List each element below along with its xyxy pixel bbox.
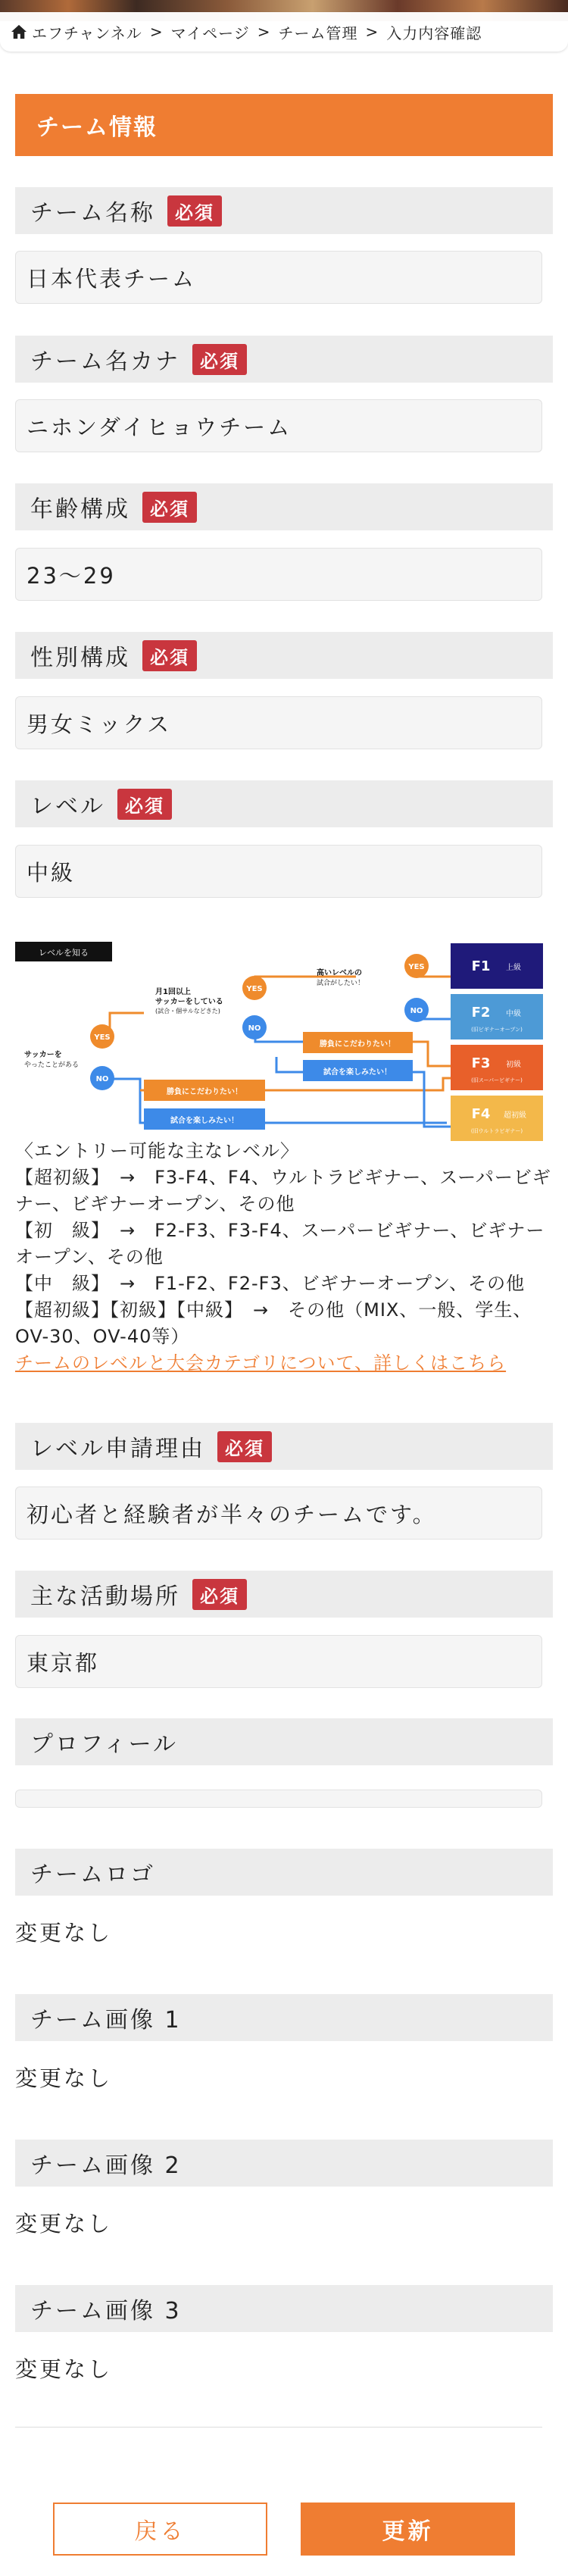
label-text: レベル [30,793,105,820]
required-badge: 必須 [167,195,222,227]
breadcrumb-separator: > [365,23,379,41]
required-badge: 必須 [117,789,172,820]
f3-box [451,1045,543,1090]
yes-label: YES [408,963,425,971]
f2-box [451,994,543,1039]
level-guide-row: 【超初級】【初級】【中級】 → その他（MIX、一般、学生、OV-30、OV-40等） [15,1299,532,1347]
field-label-gender [15,632,553,679]
breadcrumb-item-mypage[interactable]: マイページ [170,23,250,42]
f1-code: F1 [471,958,491,974]
field-label-image2 [15,2140,553,2187]
home-icon[interactable] [11,24,27,39]
f4-sub: (旧ウルトラビギナー) [470,1128,523,1134]
field-label-place [15,1571,553,1618]
chart-tag: レベルを知る [39,948,89,958]
field-label-team-kana [15,336,553,383]
enjoy-label: 試合を楽しみたい！ [323,1068,392,1077]
label-text: 性別構成 [30,645,130,671]
f3-sub: (旧スーパービギナー) [471,1077,523,1083]
f2-sub: (旧ビギナーオープン) [471,1027,523,1033]
f4-name: 超初級 [504,1111,526,1120]
level-flowchart [15,937,545,1142]
breadcrumb-item-current: 入力内容確認 [386,23,482,42]
required-badge: 必須 [192,344,247,375]
field-label-reason [15,1423,553,1470]
level-guide-row: 【初 級】 → F2-F3、F3-F4、スーパービギナー、ビギナーオープン、その他 [15,1220,545,1268]
q-played-line1: サッカーを [24,1051,62,1059]
f2-name: 中級 [506,1010,521,1018]
breadcrumb-separator: > [149,23,164,41]
update-button[interactable]: 更新 [301,2503,515,2556]
field-label-image3 [15,2285,553,2332]
level-guide-heading: 〈エントリー可能な主なレベル〉 [15,1140,299,1161]
required-badge: 必須 [142,492,197,523]
label-text: チーム画像 2 [30,2152,182,2179]
gender-value: 男女ミックス [15,696,542,749]
q-monthly-line2: サッカーをしている [155,998,223,1006]
field-label-image1 [15,1994,553,2041]
breadcrumb-item-home[interactable]: エフチャンネル [32,23,142,42]
yes-label: YES [246,985,263,993]
field-label-level [15,780,553,827]
f1-box [451,943,543,989]
f3-code: F3 [471,1055,491,1071]
q-played-line2: やったことがある [24,1061,80,1069]
q-high-line1: 高いレベルの [317,969,362,977]
team-kana-value: ニホンダイヒョウチーム [15,399,542,452]
logo-value: 変更なし [15,1920,113,1946]
level-guide-row: 【中 級】 → F1-F2、F2-F3、ビギナーオープン、その他 [15,1273,526,1294]
image1-value: 変更なし [15,2065,113,2091]
f4-code: F4 [471,1106,491,1122]
required-badge: 必須 [217,1431,272,1462]
breadcrumb-item-team[interactable]: チーム管理 [278,23,358,42]
f4-box [451,1096,543,1141]
label-text: プロフィール [30,1731,178,1758]
level-category-link[interactable]: チームのレベルと大会カテゴリについて、詳しくはこちら [15,1352,507,1374]
label-text: 主な活動場所 [30,1583,180,1610]
field-label-age [15,483,553,530]
divider [15,2427,542,2428]
image2-value: 変更なし [15,2211,113,2237]
field-label-profile [15,1718,553,1765]
label-text: チーム名カナ [30,349,180,375]
win-focus-label: 勝負にこだわりたい！ [167,1088,242,1096]
field-label-team-name [15,187,553,234]
place-value: 東京都 [15,1635,542,1688]
win-focus-label: 勝負にこだわりたい！ [320,1040,395,1049]
label-text: 年齢構成 [30,496,130,523]
q-monthly-line1: 月1回以上 [155,988,191,996]
f2-code: F2 [471,1005,491,1021]
enjoy-label: 試合を楽しみたい！ [170,1117,239,1125]
q-monthly-note: (試合・個サルなどきた) [155,1008,220,1014]
breadcrumb-separator: > [257,23,271,41]
label-text: チームロゴ [30,1862,155,1888]
level-guide-row: 【超初級】 → F3-F4、F4、ウルトラビギナー、スーパービギナー、ビギナーオープン、その他 [15,1167,551,1215]
label-text: チーム画像 1 [30,2007,182,2034]
field-label-logo [15,1849,553,1896]
team-name-value: 日本代表チーム [15,251,542,304]
back-button[interactable]: 戻る [53,2503,267,2556]
f3-name: 初級 [506,1061,521,1069]
q-high-line2: 試合がしたい！ [317,980,365,987]
age-value: 23〜29 [15,548,542,601]
required-badge: 必須 [142,640,197,671]
section-title: チーム情報 [15,94,553,156]
label-text: チーム画像 3 [30,2298,182,2324]
no-label: NO [248,1024,261,1033]
profile-value [15,1790,542,1808]
f1-name: 上級 [506,964,521,972]
no-label: NO [410,1007,423,1015]
level-value: 中級 [15,845,542,898]
image3-value: 変更なし [15,2356,113,2382]
no-label: NO [95,1075,109,1083]
yes-label: YES [94,1033,111,1042]
label-text: チーム名称 [30,200,155,227]
level-guide [15,1138,557,1377]
reason-value: 初心者と経験者が半々のチームです。 [15,1487,542,1540]
breadcrumb [0,12,568,52]
label-text: レベル申請理由 [30,1436,205,1462]
required-badge: 必須 [192,1579,247,1610]
